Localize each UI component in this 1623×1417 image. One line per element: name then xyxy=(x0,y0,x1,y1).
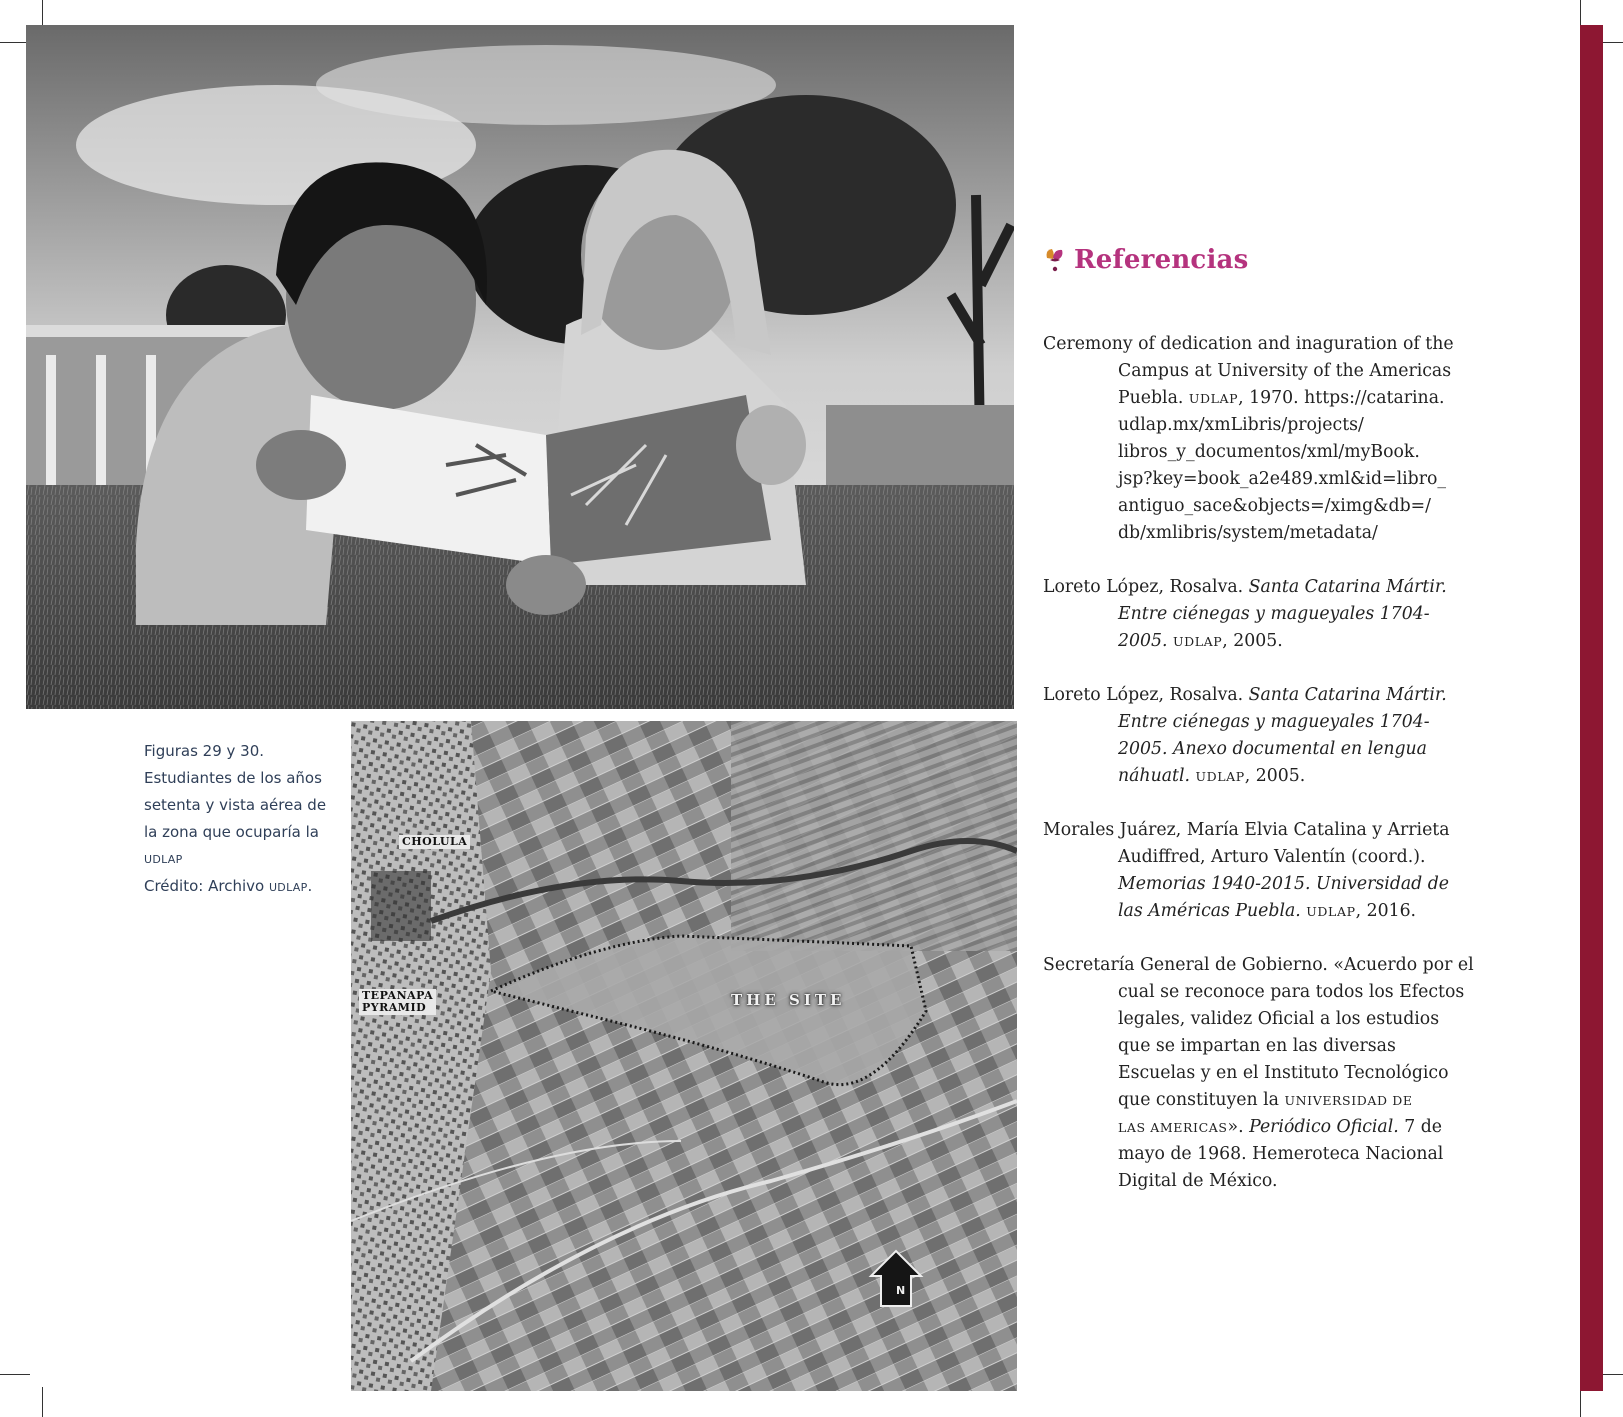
ref-text: 7 de xyxy=(1398,1117,1443,1137)
ref-line xyxy=(1043,871,1473,898)
ref-line xyxy=(1043,1114,1473,1141)
ref-line xyxy=(1043,1087,1473,1114)
ref-line: Campus at University of the Americas xyxy=(1118,361,1452,381)
ref-text: , 2005. xyxy=(1244,766,1306,786)
ref-text: ». xyxy=(1227,1117,1250,1137)
aerial-map-photo xyxy=(351,721,1017,1391)
ref-italic: 2005. xyxy=(1118,631,1168,651)
crop-mark xyxy=(1580,1390,1581,1417)
references-heading xyxy=(1043,240,1248,280)
ref-sc: UDLAP xyxy=(1188,391,1239,406)
map-label-cholula: CHOLULA xyxy=(399,835,470,849)
ref-line xyxy=(1043,763,1473,790)
ref-italic: Santa Catarina Mártir. xyxy=(1248,577,1447,597)
ref-text: Puebla. xyxy=(1118,388,1189,408)
caption-credit-sc: UDLAP xyxy=(268,881,308,894)
ref-line: Morales Juárez, María Elvia Catalina y Arrieta xyxy=(1043,820,1450,840)
ref-italic: 2005. Anexo documental en lengua xyxy=(1118,739,1427,759)
ref-text: , 1970. https://catarina. xyxy=(1238,388,1445,408)
ref-text: Loreto López, Rosalva. xyxy=(1043,685,1249,705)
ornament-icon xyxy=(1043,246,1069,274)
ref-line xyxy=(1043,601,1473,628)
reference-entry xyxy=(1043,331,1473,547)
ref-line: que se impartan en las diversas xyxy=(1118,1036,1396,1056)
caption-credit-prefix: Crédito: Archivo xyxy=(144,877,269,895)
ref-italic: las Américas Puebla. xyxy=(1118,901,1301,921)
reference-entry xyxy=(1043,574,1473,655)
ref-sc: LAS AMERICAS xyxy=(1118,1120,1228,1135)
ref-text: , 2016. xyxy=(1355,901,1417,921)
ref-text: , 2005. xyxy=(1222,631,1283,651)
references-title: Referencias xyxy=(1074,245,1249,275)
ref-line: Ceremony of dedication and inaguration of the xyxy=(1043,334,1454,354)
students-photo xyxy=(26,25,1014,709)
ref-line: legales, validez Oficial a los estudios xyxy=(1118,1009,1440,1029)
map-label-tepanapa xyxy=(359,989,436,1015)
map-label-tepanapa-line: TEPANAPA xyxy=(362,989,434,1002)
ref-line: jsp?key=book_a2e489.xml&id=libro_ xyxy=(1118,469,1447,489)
map-label-site: THE SITE xyxy=(731,991,846,1009)
ref-line xyxy=(1043,898,1473,925)
ref-sc: UDLAP xyxy=(1195,769,1245,784)
caption-line: setenta y vista aérea de xyxy=(144,796,327,814)
ref-line: cual se reconoce para todos los Efectos xyxy=(1118,982,1465,1002)
ref-sc: UDLAP xyxy=(1172,634,1223,649)
ref-italic: Periódico Oficial. xyxy=(1249,1117,1399,1137)
ref-text: Loreto López, Rosalva. xyxy=(1043,577,1249,597)
ref-line: udlap.mx/xmLibris/projects/ xyxy=(1118,415,1364,435)
caption-credit: Crédito: Archivo UDLAP. xyxy=(144,877,313,895)
figure-caption xyxy=(144,738,334,901)
ref-sc: UDLAP xyxy=(1306,904,1356,919)
reference-entry xyxy=(1043,682,1473,790)
ref-line xyxy=(1043,574,1473,601)
ref-line: Digital de México. xyxy=(1118,1171,1278,1191)
ref-line: Secretaría General de Gobierno. «Acuerdo por el xyxy=(1043,955,1474,975)
ref-line: Escuelas y en el Instituto Tecnológico xyxy=(1118,1063,1449,1083)
ref-line xyxy=(1043,628,1473,655)
crop-mark xyxy=(42,1387,43,1417)
caption-line: la zona que ocuparía la xyxy=(144,823,319,841)
chapter-edge-bar xyxy=(1580,25,1603,1391)
ref-line xyxy=(1043,709,1473,736)
ref-line xyxy=(1043,385,1473,412)
references-list xyxy=(1043,331,1473,1222)
ref-line: Audiffred, Arturo Valentín (coord.). xyxy=(1118,847,1426,867)
ref-italic: Entre ciénegas y magueyales 1704- xyxy=(1118,712,1430,732)
ref-line: libros_y_documentos/xml/myBook. xyxy=(1118,442,1420,462)
caption-line: Estudiantes de los años xyxy=(144,769,322,787)
map-label-tepanapa-line: PYRAMID xyxy=(362,1001,427,1014)
north-arrow-letter: N xyxy=(896,1284,906,1297)
ref-line: mayo de 1968. Hemeroteca Nacional xyxy=(1118,1144,1444,1164)
reference-entry xyxy=(1043,817,1473,925)
ref-italic: Santa Catarina Mártir. xyxy=(1248,685,1447,705)
ref-text: que constituyen la xyxy=(1118,1090,1285,1110)
caption-line: UDLAP xyxy=(144,853,183,866)
ref-line xyxy=(1043,736,1473,763)
ref-italic: Memorias 1940-2015. Universidad de xyxy=(1118,874,1450,894)
ref-italic: Entre ciénegas y magueyales 1704- xyxy=(1118,604,1430,624)
ref-italic: náhuatl. xyxy=(1118,766,1190,786)
crop-mark xyxy=(0,1374,30,1375)
caption-line: Figuras 29 y 30. xyxy=(144,742,265,760)
ref-sc: UNIVERSIDAD DE xyxy=(1284,1093,1413,1108)
ref-line xyxy=(1043,682,1473,709)
ref-line: antiguo_sace&objects=/ximg&db=/ xyxy=(1118,496,1431,516)
reference-entry xyxy=(1043,952,1473,1195)
ref-line: db/xmlibris/system/metadata/ xyxy=(1118,523,1378,543)
